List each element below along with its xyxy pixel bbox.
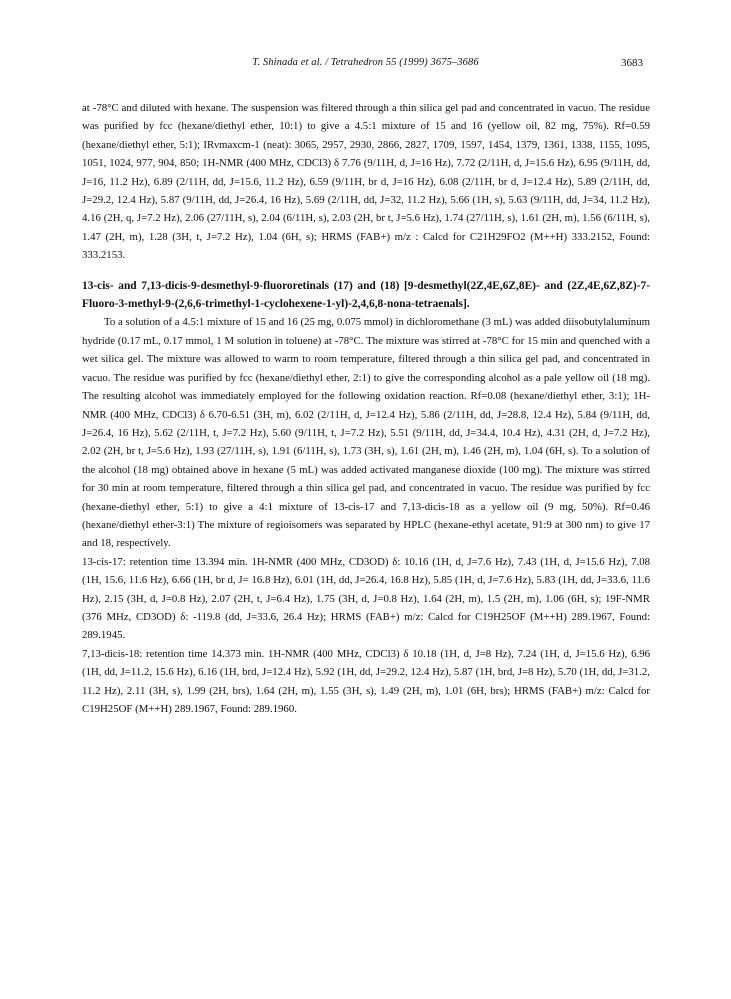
paragraph-continued-experimental: at -78°C and diluted with hexane. The suspension was filtered through a thin silica gel pad and concentrated in vacuo. The residue was purified by fcc (hexane/diethyl ether, 10:1) to give a 4.5:1 mixture of 15 and 16 (yellow oil, 82 mg, 75%). Rf=0.59 (hexane/diethyl ether, 5:1); IRνmaxcm-1 (neat): 3065, 2957, 2930, 2866, 2827, 1709, 1597, 1454, 1379, 1361, 1338, 1155, 1095, 1051, 1024, 977, 904, 850; 1H-NMR (400 MHz, CDCl3) δ 7.76 (9/11H, d, J=16 Hz), 7.72 (2/11H, d, J=15.6 Hz), 6.95 (9/11H, dd, J=16, 11.2 Hz), 6.89 (2/11H, dd, J=15.6, 11.2 Hz), 6.59 (9/11H, br d, J=16 Hz), 6.08 (2/11H, br d, J=12.4 Hz), 5.89 (2/11H, dd, J=29.2, 12.4 Hz), 5.87 (9/11H, dd, J=26.4, 16 Hz), 5.69 (2/11H, dd, J=32, 11.2 Hz), 5.66 (1H, s), 5.63 (9/11H, dd, J=34, 11.2 Hz), 4.16 (2H, q, J=7.2 Hz), 2.06 (27/11H, s), 2.04 (6/11H, s), 2.03 (2H, br t, J=5.6 Hz), 1.74 (27/11H, s), 1.61 (2H, m), 1.56 (6/11H, s), 1.47 (2H, m), 1.28 (3H, t, J=7.2 Hz), 1.04 (6H, s); HRMS (FAB+) m/z : Calcd for C21H29FO2 (M++H) 333.2152, Found: 333.2153. <box>82 102 650 262</box>
section-heading-compounds-17-18: 13-cis- and 7,13-dicis-9-desmethyl-9-fluororetinals (17) and (18) [9-desmethyl(2Z,4E,6Z,8E)- and (2Z,4E,6Z,8Z)-7-Fluoro-3-methyl-9-(2,6,6-trimethyl-1-cyclohexene-1-yl)-2,4,6,8-nona-tetraenals]. <box>82 279 650 311</box>
article-body <box>82 99 650 718</box>
paragraph-reduction-oxidation: To a solution of a 4.5:1 mixture of 15 and 16 (25 mg, 0.075 mmol) in dichloromethane (3 mL) was added diisobutylaluminum hydride (0.17 mL, 0.17 mmol, 1 M solution in toluene) at -78°C. The mixture was stirred at -78°C for 15 min and quenched with a wet silica gel. The mixture was allowed to warm to room temperature, filtered through a thin silica gel pad, and concentrated in vacuo. The residue was purified by fcc (hexane/diethyl ether, 2:1) to give the corresponding alcohol as a pale yellow oil (18 mg). The resulting alcohol was immediately employed for the following oxidation reaction. Rf=0.08 (hexane/diethyl ether, 3:1); 1H-NMR (400 MHz, CDCl3) δ 6.70-6.51 (3H, m), 6.02 (2/11H, d, J=12.4 Hz), 5.86 (2/11H, dd, J=28.8, 12.4 Hz), 5.84 (9/11H, dd, J=26.4, 16 Hz), 5.62 (2/11H, t, J=7.2 Hz), 5.60 (9/11H, t, J=7.2 Hz), 5.51 (9/11H, dd, J=34.4, 10.4 Hz), 4.31 (2H, d, J=7.2 Hz), 2.02 (2H, br t, J=5.6 Hz), 1.93 (27/11H, s), 1.91 (6/11H, s), 1.73 (3H, s), 1.61 (2H, m), 1.46 (2H, m), 1.04 (6H, s). To a solution of the alcohol (18 mg) obtained above in hexane (5 mL) was added activated manganese dioxide (100 mg). The mixture was stirred for 30 min at room temperature, filtered through a thin silica gel pad, and concentrated in vacuo. The residue was purified by fcc (hexane-diethyl ether, 5:1) to give a 4:1 mixture of 13-cis-17 and 7,13-dicis-18 as a yellow oil (9 mg, 50%). Rf=0.46 (hexane/diethyl ether-3:1) The mixture of regioisomers was separated by HPLC (hexane-ethyl acetate, 91:9 at 300 nm) to give 17 and 18, respectively. <box>82 316 650 550</box>
running-head <box>0 57 731 73</box>
paragraph-compound-17-data: 13-cis-17: retention time 13.394 min. 1H-NMR (400 MHz, CD3OD) δ: 10.16 (1H, d, J=7.6 Hz), 7.43 (1H, d, J=15.6 Hz), 7.08 (1H, 15.6, 11.6 Hz), 6.66 (1H, br d, J= 16.8 Hz), 6.01 (1H, dd, J=26.4, 16.8 Hz), 5.85 (1H, d, J=7.6 Hz), 5.83 (1H, dd, J=33.6, 11.6 Hz), 2.15 (3H, d, J=0.8 Hz), 2.07 (2H, t, J=6.4 Hz), 1.75 (3H, d, J=0.8 Hz), 1.64 (2H, m), 1.5 (2H, m), 1.06 (6H, s); 19F-NMR (376 MHz, CD3OD) δ: -119.8 (dd, J=33.6, 26.4 Hz); HRMS (FAB+) m/z: Calcd for C19H25OF (M++H) 289.1967, Found: 289.1945. <box>82 555 650 642</box>
page-number: 3683 <box>621 57 643 69</box>
paragraph-compound-18-data: 7,13-dicis-18: retention time 14.373 min. 1H-NMR (400 MHz, CDCl3) δ 10.18 (1H, d, J=8 Hz), 7.24 (1H, d, J=15.6 Hz), 6.96 (1H, dd, J=11.2, 15.6 Hz), 6.16 (1H, brd, J=12.4 Hz), 5.92 (1H, dd, J=29.2, 12.4 Hz), 5.87 (1H, brd, J=8 Hz), 5.70 (1H, dd, J=31.2, 11.2 Hz), 2.11 (3H, s), 1.99 (2H, brs), 1.64 (2H, m), 1.55 (3H, s), 1.49 (2H, m), 1.01 (6H, brs); HRMS (FAB+) m/z: Calcd for C19H25OF (M++H) 289.1967, Found: 289.1960. <box>82 647 650 715</box>
running-title: T. Shinada et al. / Tetrahedron 55 (1999) 3675–3686 <box>252 57 479 68</box>
